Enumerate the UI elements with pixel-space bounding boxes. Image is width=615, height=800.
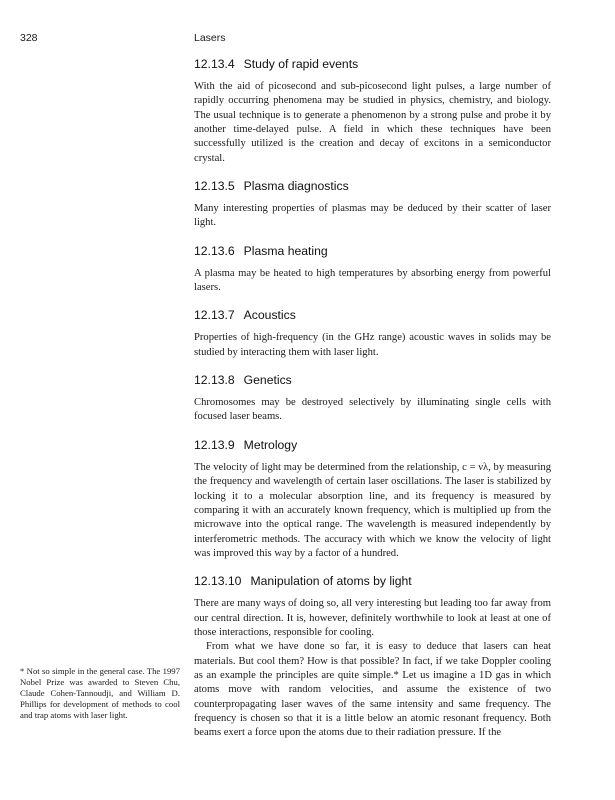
paragraph: Properties of high-frequency (in the GHz range) acoustic waves in solids may be studied by interacting them with laser light. (194, 332, 551, 358)
paragraph: With the aid of picosecond and sub-picosecond light pulses, a large number of rapidly occurring phenomena may be studied in physics, chemistry, and biology. The usual technique is to generate a phenomenon by a strong pulse and probe it by another time-delayed pulse. A field in which these techniques have been successfully utilized is the creation and decay of excitons in a semiconductor crystal. (194, 81, 551, 164)
section-heading (194, 438, 551, 453)
section-heading (194, 244, 551, 259)
section-title: Plasma heating (243, 243, 328, 258)
section-title: Study of rapid events (243, 57, 359, 71)
section-12-13-8 (194, 373, 551, 425)
section-12-13-4 (194, 57, 551, 166)
section-heading (194, 57, 551, 72)
section-title: Manipulation of atoms by light (250, 574, 412, 589)
section-title: Acoustics (243, 308, 296, 323)
paragraph: A plasma may be heated to high temperatures by absorbing energy from powerful lasers. (194, 267, 551, 294)
section-12-13-10 (194, 574, 551, 740)
section-title: Genetics (243, 373, 292, 388)
section-title: Metrology (243, 437, 298, 452)
section-12-13-9 (194, 438, 551, 561)
paragraph: The velocity of light may be determined from the relationship, c = νλ, by measuring the frequency and wavelength of certain laser oscillations. The laser is stabilized by locking it to a molecular absorption line, and its frequency is measured by comparing it with an accurately known frequency, which is multiplied up from the microwave into the optical range. The wavelength is measured independently by interferometric methods. The accuracy with which we know the velocity of light was improved this way by a factor of a hundred. (194, 461, 551, 559)
section-title: Plasma diagnostics (243, 179, 349, 194)
paragraph: From what we have done so far, it is easy to deduce that lasers can heat materials. But cool them? How is that possible? In fact, if we take Doppler cooling as an example the principles are quite simple.* Let us imagine a 1D gas in which atoms move with random velocities, and assume the existence of two counterpropagating laser waves of the same intensity and same frequency. The frequency is chosen so that it is a little below an atomic resonant frequency. Both beams exert a force upon the atoms due to their radiation pressure. If the (194, 641, 551, 739)
section-12-13-7 (194, 308, 551, 360)
section-number: 12.13.5 (194, 179, 235, 194)
page-number: 328 (20, 32, 38, 44)
section-heading (194, 308, 551, 323)
paragraph: Many interesting properties of plasmas may be deduced by their scatter of laser light. (194, 203, 551, 229)
section-number: 12.13.9 (194, 437, 235, 452)
section-number: 12.13.10 (194, 574, 242, 589)
main-column (194, 57, 551, 754)
paragraph: Chromosomes may be destroyed selectively by illuminating single cells with focused laser beams. (194, 397, 551, 423)
margin-footnote: * Not so simple in the general case. The 1997 Nobel Prize was awarded to Steven Chu, Claude Cohen-Tannoudji, and William D. Phillips for development of methods to cool and trap atoms with laser light. (20, 666, 180, 720)
paragraph: There are many ways of doing so, all very interesting but leading too far away from our central direction. It is, however, definitely worthwhile to look at least at one of those interactions, responsible for cooling. (194, 598, 551, 638)
section-heading (194, 574, 551, 589)
section-number: 12.13.7 (194, 308, 235, 323)
section-heading (194, 179, 551, 194)
running-title: Lasers (194, 32, 226, 44)
section-number: 12.13.6 (194, 243, 235, 258)
section-12-13-5 (194, 179, 551, 231)
section-number: 12.13.8 (194, 373, 235, 388)
section-number: 12.13.4 (194, 57, 235, 71)
section-heading (194, 373, 551, 388)
section-12-13-6 (194, 244, 551, 296)
